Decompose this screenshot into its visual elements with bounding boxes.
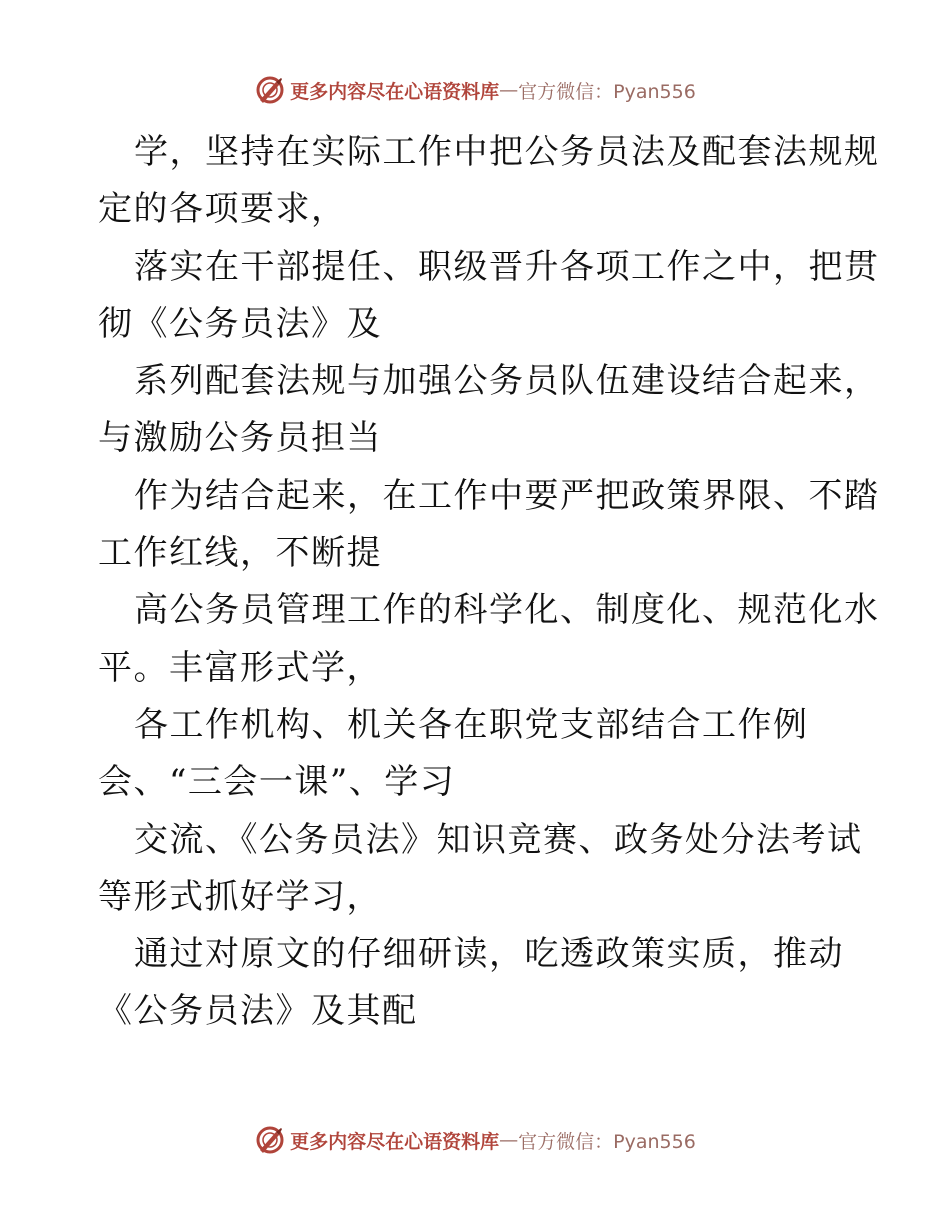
paragraph-line: 学，坚持在实际工作中把公务员法及配套法规规 (134, 132, 880, 172)
header-separator: — (499, 79, 519, 101)
paragraph-line: 与激励公务员担当 (98, 418, 382, 459)
paragraph-line: 通过对原文的仔细研读，吃透政策实质，推动 (134, 934, 844, 975)
paragraph-line: 高公务员管理工作的科学化、制度化、规范化水 (134, 590, 880, 631)
pen-circle-logo-icon (254, 1124, 286, 1156)
footer-wechat-text: 官方微信：Pyan556 (518, 1130, 696, 1153)
header-banner (0, 70, 950, 110)
paragraph-line: 工作红线，不断提 (98, 533, 382, 574)
footer-brand-text: 更多内容尽在心语资料库 (290, 1130, 500, 1153)
pen-circle-logo-icon (254, 74, 286, 106)
header-brand-text: 更多内容尽在心语资料库 (290, 80, 500, 103)
paragraph-line: 各工作机构、机关各在职党支部结合工作例 (134, 704, 809, 745)
paragraph-line: 平。丰富形式学， (98, 647, 382, 688)
footer-separator: — (499, 1129, 519, 1151)
paragraph-line: 系列配套法规与加强公务员队伍建设结合起来， (134, 361, 880, 402)
paragraph-line: 等形式抓好学习， (98, 876, 382, 917)
paragraph-line: 会、“三会一课”、学习 (98, 762, 456, 803)
header-wechat-text: 官方微信：Pyan556 (518, 80, 696, 103)
document-body (98, 124, 880, 1041)
paragraph-line: 落实在干部提任、职级晋升各项工作之中，把贯 (134, 246, 880, 287)
footer-banner (0, 1120, 950, 1160)
paragraph-line: 《公务员法》及其配 (98, 991, 418, 1032)
paragraph-line: 定的各项要求， (98, 189, 347, 230)
paragraph-line: 彻《公务员法》及 (98, 303, 382, 344)
paragraph-line: 交流、《公务员法》知识竞赛、政务处分法考试 (134, 819, 863, 860)
paragraph-line: 作为结合起来，在工作中要严把政策界限、不踏 (134, 475, 880, 516)
